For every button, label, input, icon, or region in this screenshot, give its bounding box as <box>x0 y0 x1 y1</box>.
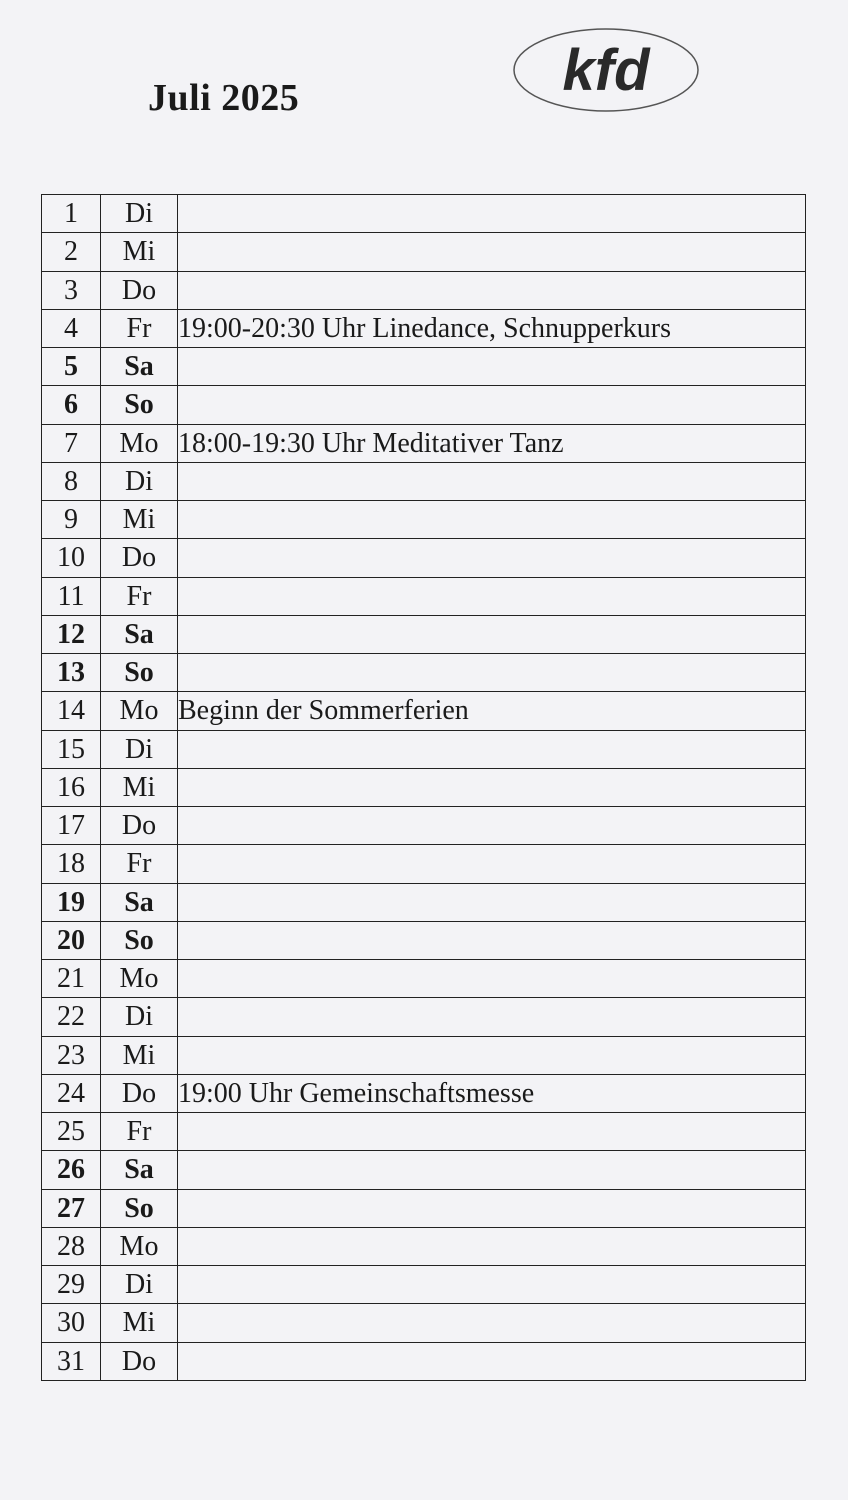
day-number: 19 <box>42 883 101 921</box>
event-text <box>178 845 806 883</box>
event-text <box>178 1266 806 1304</box>
weekday: Mi <box>101 768 178 806</box>
calendar-row <box>42 1189 806 1227</box>
weekday: Mo <box>101 692 178 730</box>
day-number: 1 <box>42 195 101 233</box>
day-number: 17 <box>42 807 101 845</box>
calendar-row <box>42 1074 806 1112</box>
calendar-table <box>41 194 806 1381</box>
calendar-row <box>42 654 806 692</box>
day-number: 23 <box>42 1036 101 1074</box>
event-text <box>178 654 806 692</box>
event-text <box>178 1189 806 1227</box>
weekday: Di <box>101 462 178 500</box>
page-title: Juli 2025 <box>148 77 300 119</box>
event-text <box>178 233 806 271</box>
weekday: So <box>101 1189 178 1227</box>
calendar-row <box>42 845 806 883</box>
day-number: 18 <box>42 845 101 883</box>
calendar-row <box>42 998 806 1036</box>
weekday: So <box>101 921 178 959</box>
calendar-row <box>42 539 806 577</box>
calendar-row <box>42 1304 806 1342</box>
event-text: 19:00 Uhr Gemeinschaftsmesse <box>178 1074 806 1112</box>
day-number: 22 <box>42 998 101 1036</box>
day-number: 28 <box>42 1227 101 1265</box>
day-number: 30 <box>42 1304 101 1342</box>
weekday: Mo <box>101 1227 178 1265</box>
event-text <box>178 998 806 1036</box>
weekday: Fr <box>101 845 178 883</box>
day-number: 15 <box>42 730 101 768</box>
calendar-row <box>42 195 806 233</box>
kfd-logo <box>512 26 700 114</box>
calendar-row <box>42 1036 806 1074</box>
weekday: So <box>101 654 178 692</box>
weekday: Di <box>101 730 178 768</box>
day-number: 31 <box>42 1342 101 1380</box>
weekday: Mi <box>101 1304 178 1342</box>
weekday: Di <box>101 1266 178 1304</box>
event-text <box>178 883 806 921</box>
event-text: 19:00-20:30 Uhr Linedance, Schnupperkurs <box>178 309 806 347</box>
day-number: 11 <box>42 577 101 615</box>
day-number: 21 <box>42 960 101 998</box>
weekday: Sa <box>101 348 178 386</box>
calendar-row <box>42 1266 806 1304</box>
day-number: 6 <box>42 386 101 424</box>
calendar-row <box>42 501 806 539</box>
weekday: Do <box>101 1342 178 1380</box>
event-text <box>178 386 806 424</box>
calendar-row <box>42 1342 806 1380</box>
day-number: 26 <box>42 1151 101 1189</box>
weekday: Fr <box>101 309 178 347</box>
day-number: 20 <box>42 921 101 959</box>
event-text <box>178 539 806 577</box>
calendar-row <box>42 615 806 653</box>
calendar-row <box>42 424 806 462</box>
day-number: 9 <box>42 501 101 539</box>
event-text <box>178 807 806 845</box>
day-number: 12 <box>42 615 101 653</box>
day-number: 27 <box>42 1189 101 1227</box>
calendar-row <box>42 309 806 347</box>
calendar-row <box>42 1113 806 1151</box>
event-text <box>178 195 806 233</box>
weekday: Do <box>101 539 178 577</box>
calendar-row <box>42 768 806 806</box>
calendar-row <box>42 348 806 386</box>
event-text <box>178 615 806 653</box>
weekday: Mi <box>101 233 178 271</box>
weekday: Mi <box>101 1036 178 1074</box>
event-text <box>178 271 806 309</box>
event-text <box>178 768 806 806</box>
event-text: 18:00-19:30 Uhr Meditativer Tanz <box>178 424 806 462</box>
event-text <box>178 1113 806 1151</box>
event-text <box>178 1304 806 1342</box>
weekday: Mo <box>101 424 178 462</box>
weekday: Fr <box>101 577 178 615</box>
event-text <box>178 1227 806 1265</box>
calendar-row <box>42 1227 806 1265</box>
event-text <box>178 960 806 998</box>
calendar-row <box>42 386 806 424</box>
event-text <box>178 348 806 386</box>
weekday: Di <box>101 998 178 1036</box>
calendar-row <box>42 692 806 730</box>
day-number: 5 <box>42 348 101 386</box>
calendar-row <box>42 921 806 959</box>
day-number: 25 <box>42 1113 101 1151</box>
event-text <box>178 501 806 539</box>
day-number: 8 <box>42 462 101 500</box>
calendar-row <box>42 577 806 615</box>
event-text: Beginn der Sommerferien <box>178 692 806 730</box>
calendar-row <box>42 462 806 500</box>
event-text <box>178 730 806 768</box>
weekday: Di <box>101 195 178 233</box>
calendar-row <box>42 1151 806 1189</box>
day-number: 16 <box>42 768 101 806</box>
event-text <box>178 1342 806 1380</box>
weekday: Sa <box>101 615 178 653</box>
calendar-row <box>42 960 806 998</box>
day-number: 29 <box>42 1266 101 1304</box>
day-number: 2 <box>42 233 101 271</box>
calendar-row <box>42 233 806 271</box>
weekday: Do <box>101 807 178 845</box>
event-text <box>178 462 806 500</box>
day-number: 13 <box>42 654 101 692</box>
logo-text: kfd <box>562 38 650 103</box>
event-text <box>178 921 806 959</box>
day-number: 10 <box>42 539 101 577</box>
weekday: So <box>101 386 178 424</box>
weekday: Do <box>101 1074 178 1112</box>
event-text <box>178 577 806 615</box>
calendar-row <box>42 807 806 845</box>
calendar-row <box>42 730 806 768</box>
weekday: Mi <box>101 501 178 539</box>
day-number: 24 <box>42 1074 101 1112</box>
event-text <box>178 1151 806 1189</box>
weekday: Do <box>101 271 178 309</box>
day-number: 14 <box>42 692 101 730</box>
event-text <box>178 1036 806 1074</box>
calendar-row <box>42 271 806 309</box>
day-number: 4 <box>42 309 101 347</box>
calendar-row <box>42 883 806 921</box>
weekday: Mo <box>101 960 178 998</box>
day-number: 7 <box>42 424 101 462</box>
day-number: 3 <box>42 271 101 309</box>
weekday: Fr <box>101 1113 178 1151</box>
weekday: Sa <box>101 1151 178 1189</box>
weekday: Sa <box>101 883 178 921</box>
